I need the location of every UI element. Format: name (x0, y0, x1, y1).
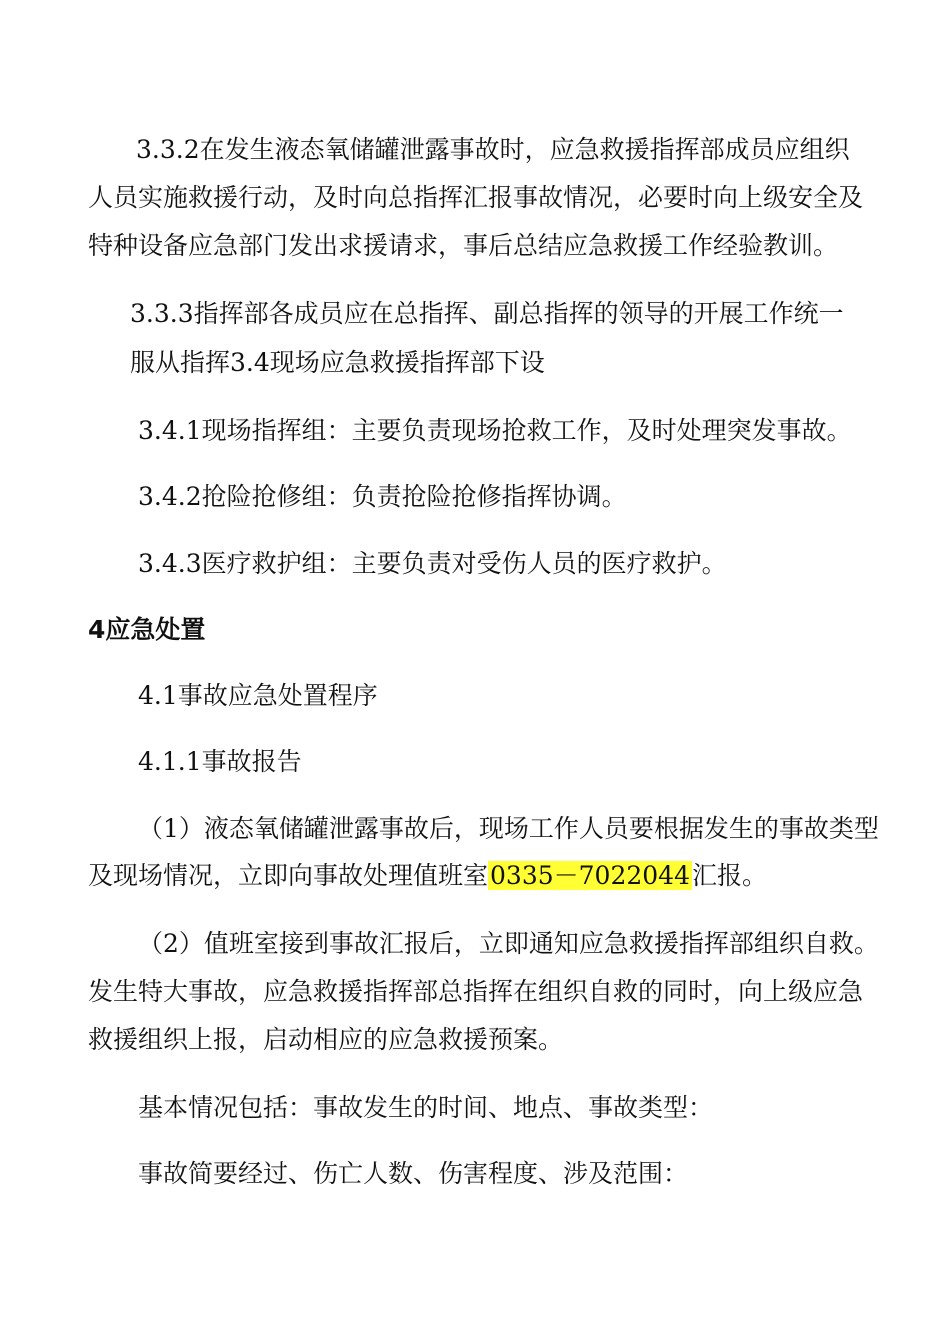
subheading-411: 4.1.1事故报告 (138, 747, 302, 776)
item-1-line1: （1）液态氧储罐泄露事故后，现场工作人员要根据发生的事故类型 (138, 814, 879, 843)
para-332-line3: 特种设备应急部门发出求援请求，事后总结应急救援工作经验教训。 (88, 231, 839, 260)
item-2-line2: 发生特大事故，应急救援指挥部总指挥在组织自救的同时，向上级应急 (88, 977, 864, 1006)
para-332-line2: 人员实施救援行动，及时向总指挥汇报事故情况，必要时向上级安全及 (88, 183, 864, 212)
para-333-line2: 服从指挥3.4现场应急救援指挥部下设 (130, 348, 545, 377)
para-333-line1: 3.3.3指挥部各成员应在总指挥、副总指挥的领导的开展工作统一 (130, 299, 844, 328)
subheading-41: 4.1事故应急处置程序 (138, 681, 378, 710)
basic-info-line1: 基本情况包括：事故发生的时间、地点、事故类型： (138, 1093, 714, 1122)
basic-info-line2: 事故简要经过、伤亡人数、伤害程度、涉及范围： (138, 1159, 689, 1188)
para-332-line1: 3.3.2在发生液态氧储罐泄露事故时，应急救援指挥部成员应组织 (136, 135, 850, 164)
item-1-line2-prefix: 及现场情况，立即向事故处理值班室 (88, 861, 489, 890)
item-1-line2-suffix: 汇报。 (691, 861, 767, 890)
para-342: 3.4.2抢险抢修组：负责抢险抢修指挥协调。 (138, 482, 627, 511)
duty-phone-number: 0335－7022044 (490, 861, 690, 890)
para-341: 3.4.1现场指挥组：主要负责现场抢救工作，及时处理突发事故。 (138, 416, 852, 445)
item-1-line2 (88, 858, 767, 894)
section-heading-4: 4应急处置 (88, 615, 206, 644)
para-343: 3.4.3医疗救护组：主要负责对受伤人员的医疗救护。 (138, 549, 727, 578)
item-2-line1: （2）值班室接到事故汇报后，立即通知应急救援指挥部组织自救。 (138, 929, 879, 958)
item-2-line3: 救援组织上报，启动相应的应急救援预案。 (88, 1025, 564, 1054)
